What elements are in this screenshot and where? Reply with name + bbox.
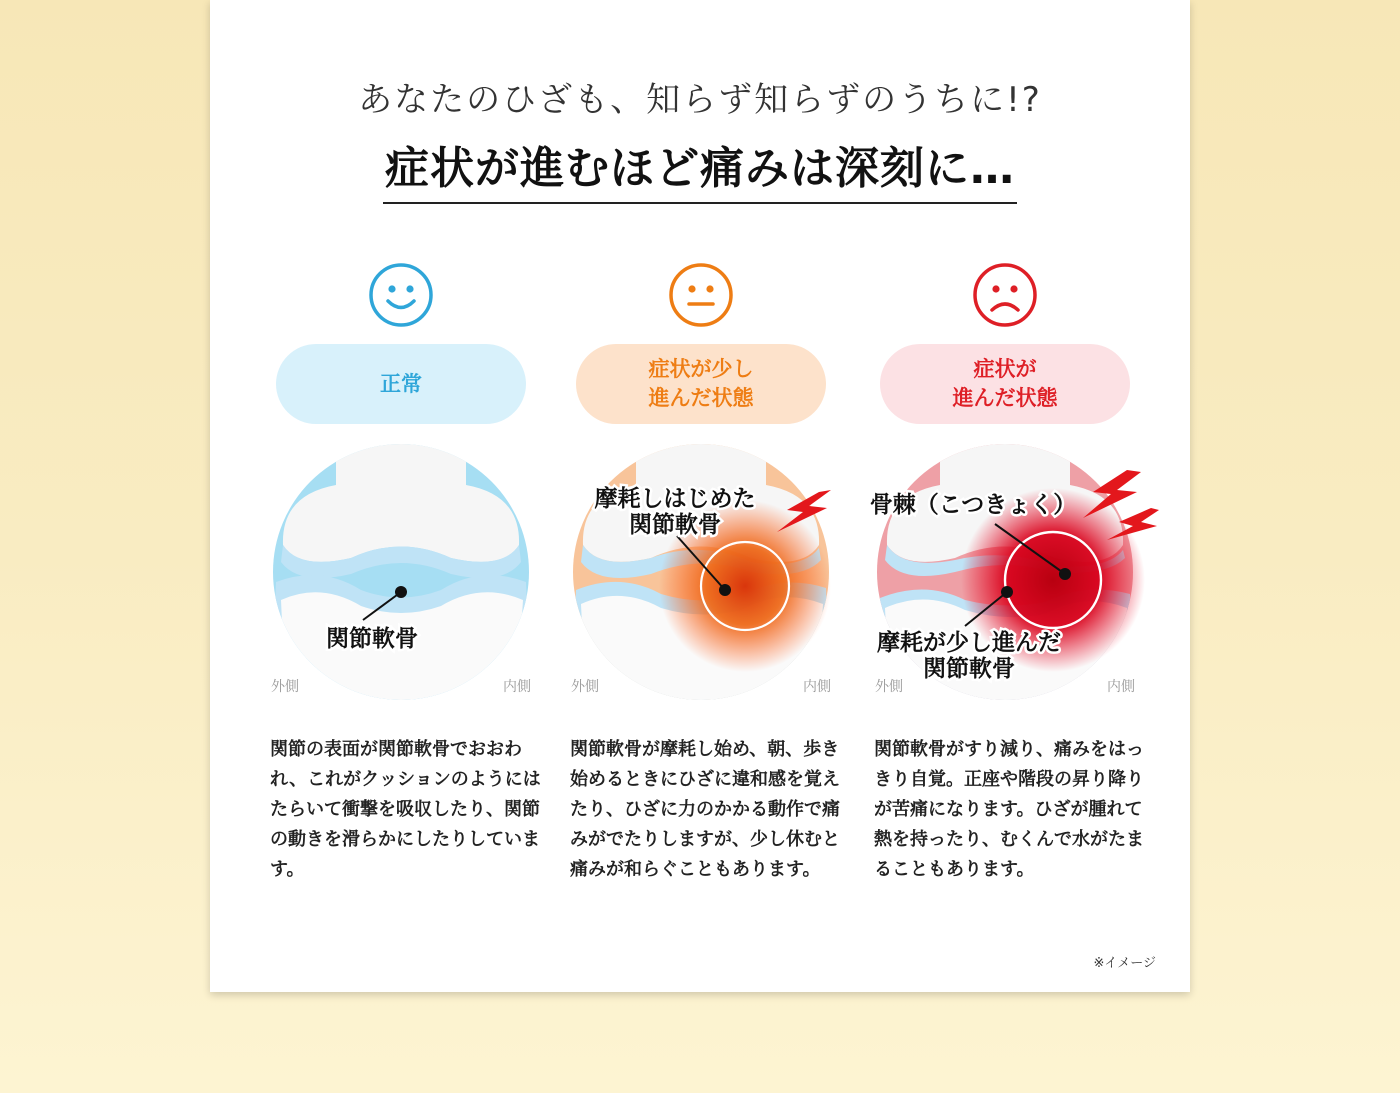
status-badge-mild: 症状が少し 進んだ状態 — [576, 344, 826, 424]
outside-label: 外側 — [875, 679, 903, 695]
stage-description: 関節の表面が関節軟骨でおおわれ、これがクッションのようにはたらいて衝撃を吸収したり、関節の動きを滑らかにしたりしています。 — [270, 739, 541, 880]
stage-description: 関節軟骨がすり減り、痛みをはっきり自覚。正座や階段の昇り降りが苦痛になります。ひざが腫れて熱を持ったり、むくんで水がたまることもあります。 — [874, 739, 1144, 880]
image-note: ※イメージ — [1093, 956, 1156, 971]
knee-joint-mild-illustration — [541, 440, 861, 710]
headline: 症状が進むほど痛みは深刻に… — [383, 132, 1017, 204]
lead-text: あなたのひざも、知らず知らずのうちに!? — [358, 80, 1042, 120]
joint-label-line-2: 関節軟骨 — [629, 512, 721, 538]
neutral-face-icon — [668, 262, 734, 328]
outside-label: 外側 — [571, 679, 599, 695]
knee-joint-normal-illustration — [241, 440, 561, 710]
outside-label: 外側 — [271, 679, 299, 695]
inside-label: 内側 — [1107, 679, 1135, 695]
stage-severe — [840, 0, 1170, 960]
status-badge-normal: 正常 — [276, 344, 526, 424]
stage-description: 関節軟骨が摩耗し始め、朝、歩き始めるときにひざに違和感を覚えたり、ひざに力のかかる動作で痛みがでたりしますが、少し休むと痛みが和らぐこともあります。 — [570, 739, 840, 880]
status-badge-severe: 症状が 進んだ状態 — [880, 344, 1130, 424]
inside-label: 内側 — [803, 679, 831, 695]
smile-face-icon — [368, 262, 434, 328]
joint-label: 関節軟骨 — [326, 626, 418, 652]
stage-mild — [536, 0, 866, 960]
stage-normal — [236, 0, 566, 960]
sad-face-icon — [972, 262, 1038, 328]
bone-spur-label: 骨棘（こつきょく） — [869, 492, 1077, 518]
joint-label-line-2: 関節軟骨 — [923, 656, 1015, 682]
inside-label: 内側 — [503, 679, 531, 695]
knee-joint-severe-illustration — [845, 440, 1165, 710]
content-card — [210, 0, 1190, 992]
joint-label-line-1: 摩耗しはじめた — [594, 486, 756, 512]
joint-label-line-1: 摩耗が少し進んだ — [877, 630, 1061, 656]
